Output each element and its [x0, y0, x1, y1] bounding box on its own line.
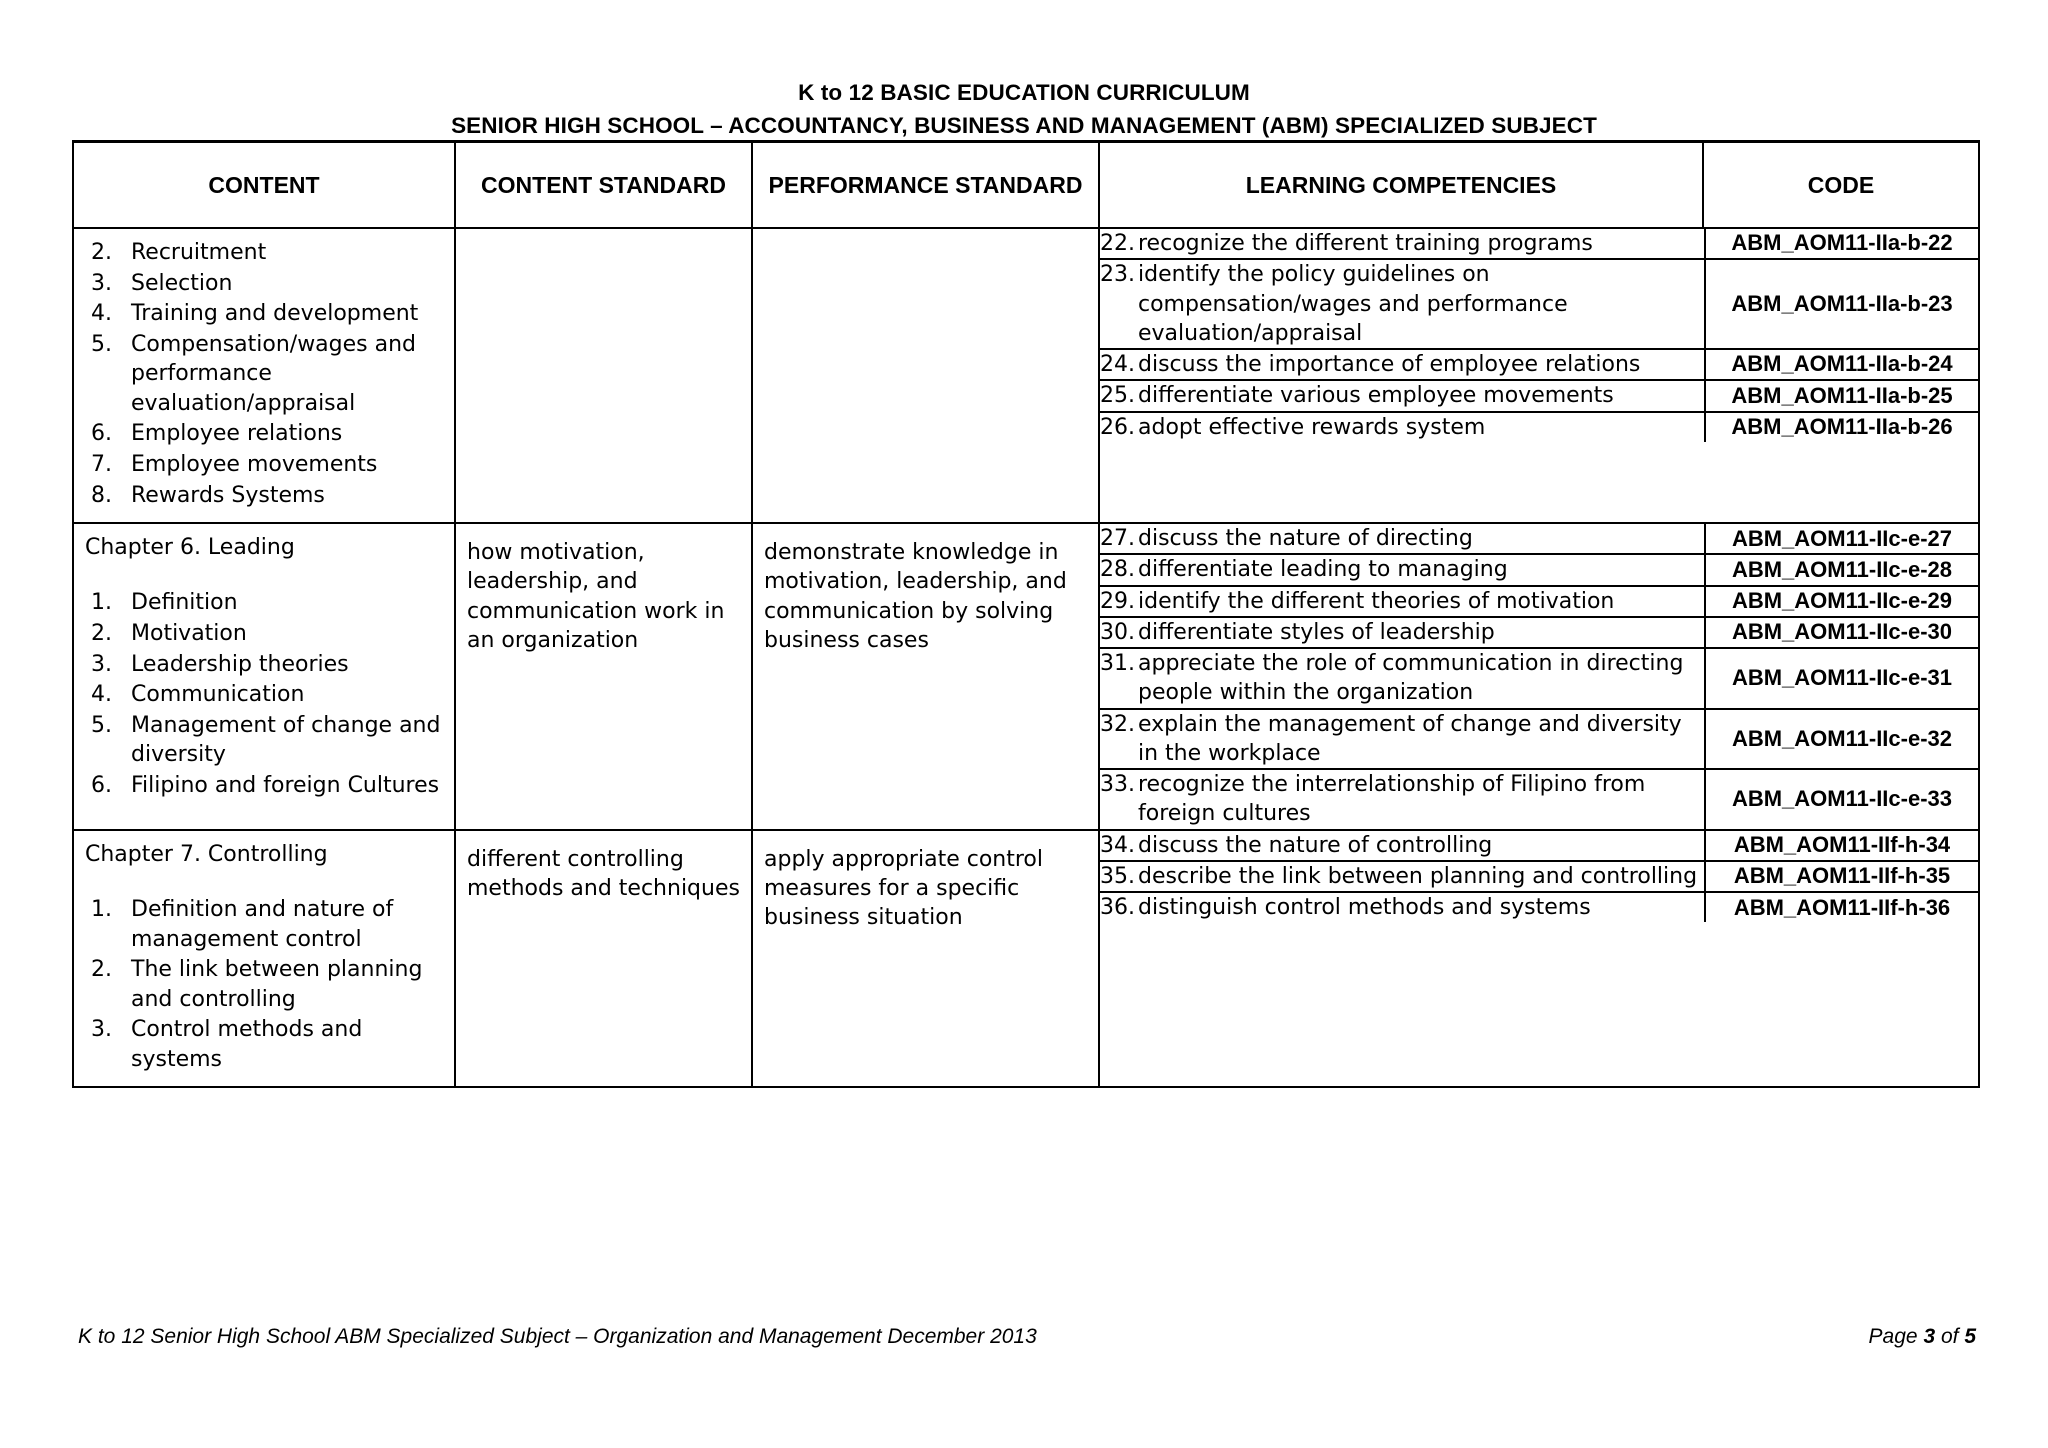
footer-page-middle: of: [1935, 1325, 1965, 1348]
list-item-number: 3.: [91, 1017, 112, 1043]
list-item-label: Employee movements: [131, 452, 378, 478]
footer-subject-label: K to 12 Senior High School ABM Specialized Subject – Organization and Management December 2013: [78, 1325, 1037, 1348]
list-item-number: 5.: [91, 712, 112, 738]
footer-page-number: 3: [1923, 1325, 1936, 1348]
competency-code-cell: ABM_AOM11-IIa-b-23: [1705, 259, 1978, 349]
competency-number: 31.: [1100, 651, 1135, 677]
competency-code-cell: ABM_AOM11-IIc-e-28: [1705, 554, 1978, 585]
content-cell: [73, 830, 455, 1088]
list-item-label: Definition and nature of management control: [131, 896, 394, 952]
competency-row: [1100, 892, 1978, 922]
competency-text: explain the management of change and diversity in the workplace: [1138, 711, 1682, 766]
learning-competency-cell: [1100, 524, 1705, 554]
competency-number: 24.: [1100, 352, 1135, 377]
learning-competency-cell: [1100, 586, 1705, 617]
competency-row: [1100, 259, 1978, 349]
performance-standard-cell: [752, 523, 1099, 830]
competency-text: recognize the different training programs: [1138, 231, 1593, 256]
table-row: [73, 830, 1979, 1088]
competency-row: [1100, 617, 1978, 648]
footer-page-indicator: [1869, 1325, 1976, 1349]
list-item-label: Definition: [131, 590, 238, 616]
competency-number: 34.: [1100, 832, 1135, 858]
content-topic-list: [85, 895, 443, 1074]
competency-row: [1100, 229, 1978, 259]
competency-code-group: [1099, 830, 1979, 1088]
competency-text: differentiate various employee movements: [1138, 383, 1614, 409]
learning-competency-cell: [1100, 892, 1705, 922]
list-item: [85, 238, 443, 268]
list-item-number: 6.: [91, 421, 112, 447]
competency-number: 22.: [1100, 231, 1135, 256]
curriculum-title-line1: K to 12 BASIC EDUCATION CURRICULUM: [798, 80, 1250, 105]
competency-row: [1100, 349, 1978, 380]
competency-row: [1100, 524, 1978, 554]
list-item-label: Selection: [131, 270, 233, 296]
curriculum-title-line2: SENIOR HIGH SCHOOL – ACCOUNTANCY, BUSINESS AND MANAGEMENT (ABM) SPECIALIZED SUBJECT: [451, 112, 1597, 138]
list-item: [85, 1015, 443, 1074]
competency-row: [1100, 586, 1978, 617]
competency-text: adopt effective rewards system: [1138, 414, 1486, 440]
competency-code-group: [1099, 228, 1979, 523]
competency-text: discuss the nature of controlling: [1138, 832, 1493, 858]
competency-text: recognize the interrelationship of Filipino from foreign cultures: [1138, 772, 1646, 827]
competency-number: 23.: [1100, 262, 1135, 288]
column-header-performance-standard: PERFORMANCE STANDARD: [752, 142, 1099, 229]
competency-row: [1100, 769, 1978, 829]
list-item-label: The link between planning and controlling: [131, 957, 423, 1012]
performance-standard-text: [753, 229, 1098, 254]
competency-code-cell: ABM_AOM11-IIa-b-24: [1705, 349, 1978, 380]
list-item-label: Management of change and diversity: [131, 712, 441, 768]
performance-standard-cell: [752, 228, 1099, 523]
list-item-number: 4.: [91, 301, 112, 327]
content-standard-text: [456, 229, 751, 254]
content-standard-cell: [455, 228, 752, 523]
list-item: [85, 330, 443, 419]
column-header-content-standard: CONTENT STANDARD: [455, 142, 752, 229]
competency-code-group: [1099, 523, 1979, 830]
competency-code-cell: ABM_AOM11-IIc-e-29: [1705, 586, 1978, 617]
competency-code-cell: ABM_AOM11-IIc-e-31: [1705, 648, 1978, 709]
column-header-learning-competencies: LEARNING COMPETENCIES: [1099, 142, 1703, 229]
content-standard-text: how motivation, leadership, and communication work in an organization: [467, 540, 725, 653]
competency-code-cell: ABM_AOM11-IIa-b-25: [1705, 380, 1978, 411]
list-item: [85, 619, 443, 649]
list-item-label: Leadership theories: [131, 651, 349, 677]
list-item-label: Communication: [131, 682, 305, 708]
performance-standard-text: demonstrate knowledge in motivation, leadership, and communication by solving business cases: [764, 540, 1067, 653]
content-standard-text: different controlling methods and techniques: [467, 846, 740, 901]
competency-row: [1100, 648, 1978, 709]
competency-row: [1100, 412, 1978, 442]
list-item-label: Motivation: [131, 621, 247, 647]
competency-row: [1100, 709, 1978, 770]
list-item: [85, 771, 443, 801]
competency-text: appreciate the role of communication in directing people within the organization: [1138, 651, 1684, 706]
competency-code-cell: ABM_AOM11-IIc-e-27: [1705, 524, 1978, 554]
competency-number: 25.: [1100, 383, 1135, 409]
list-item: [85, 680, 443, 710]
learning-competency-cell: [1100, 769, 1705, 829]
competency-code-cell: ABM_AOM11-IIf-h-34: [1705, 831, 1978, 861]
competency-code-cell: ABM_AOM11-IIa-b-26: [1731, 413, 1953, 439]
competency-text: discuss the nature of directing: [1138, 526, 1473, 552]
list-item-number: 2.: [91, 240, 112, 265]
list-item-number: 7.: [91, 452, 112, 478]
document-header: [0, 0, 2048, 140]
competency-row: [1100, 831, 1978, 861]
competency-code-cell: ABM_AOM11-IIc-e-32: [1705, 709, 1978, 770]
list-item-label: Recruitment: [131, 240, 267, 265]
list-item: [85, 269, 443, 299]
competency-text: differentiate styles of leadership: [1138, 619, 1495, 645]
list-item-label: Compensation/wages and performance evaluation/appraisal: [131, 331, 417, 416]
competency-number: 27.: [1100, 526, 1135, 552]
competency-number: 33.: [1100, 772, 1135, 798]
content-standard-cell: [455, 523, 752, 830]
competency-text: identify the different theories of motivation: [1138, 588, 1615, 614]
column-header-content: CONTENT: [73, 142, 455, 229]
learning-competency-cell: [1100, 349, 1705, 380]
competency-table: [1100, 524, 1978, 829]
performance-standard-text: apply appropriate control measures for a specific business situation: [764, 846, 1043, 931]
competency-number: 29.: [1100, 588, 1135, 614]
competency-text: discuss the importance of employee relations: [1138, 352, 1641, 377]
list-item-label: Filipino and foreign Cultures: [131, 772, 440, 798]
list-item-number: 8.: [91, 482, 112, 508]
list-item-label: Control methods and systems: [131, 1017, 363, 1072]
list-item-number: 4.: [91, 682, 112, 708]
table-header-row: [73, 142, 1979, 229]
learning-competency-cell: [1100, 412, 1705, 442]
list-item-number: 6.: [91, 772, 112, 798]
competency-row: [1100, 861, 1978, 892]
list-item-number: 3.: [91, 651, 112, 677]
content-topic-list: [85, 588, 443, 800]
list-item: [85, 481, 443, 511]
footer-page-prefix: Page: [1868, 1325, 1924, 1348]
footer-page-total: 5: [1964, 1325, 1976, 1348]
document-footer: [78, 1325, 1976, 1349]
competency-table: [1100, 229, 1978, 442]
list-item: [85, 299, 443, 329]
list-item-number: 1.: [91, 896, 112, 922]
learning-competency-cell: [1100, 380, 1705, 411]
list-item-number: 5.: [91, 331, 112, 357]
learning-competency-cell: [1100, 554, 1705, 585]
competency-row: [1100, 554, 1978, 585]
learning-competency-cell: [1100, 861, 1705, 892]
competency-code-cell: ABM_AOM11-IIa-b-22: [1705, 229, 1978, 259]
content-standard-cell: [455, 830, 752, 1088]
learning-competency-cell: [1100, 617, 1705, 648]
list-item-label: Rewards Systems: [131, 482, 325, 508]
competency-number: 35.: [1100, 863, 1135, 889]
column-header-code: CODE: [1703, 142, 1979, 229]
competency-code-cell: ABM_AOM11-IIf-h-36: [1733, 894, 1951, 920]
competency-text: identify the policy guidelines on compensation/wages and performance evaluation/appraisal: [1138, 262, 1568, 346]
list-item-number: 2.: [91, 621, 112, 647]
performance-standard-cell: [752, 830, 1099, 1088]
learning-competency-cell: [1100, 229, 1705, 259]
list-item: [85, 650, 443, 680]
list-item: [85, 450, 443, 480]
list-item: [85, 711, 443, 770]
competency-text: distinguish control methods and systems: [1138, 895, 1591, 921]
competency-number: 32.: [1100, 711, 1135, 737]
competency-code-cell: ABM_AOM11-IIc-e-30: [1705, 617, 1978, 648]
list-item-number: 3.: [91, 270, 112, 296]
content-cell: [73, 228, 455, 523]
competency-number: 26.: [1100, 414, 1135, 440]
list-item-label: Training and development: [131, 301, 419, 327]
chapter-title: Chapter 6. Leading: [85, 535, 295, 561]
competency-number: 36.: [1100, 895, 1135, 921]
chapter-title: Chapter 7. Controlling: [85, 841, 328, 867]
content-cell: [73, 523, 455, 830]
competency-text: describe the link between planning and controlling: [1138, 863, 1698, 889]
list-item-number: 2.: [91, 957, 112, 983]
list-item: [85, 895, 443, 954]
list-item-number: 1.: [91, 590, 112, 616]
list-item: [85, 419, 443, 449]
competency-text: differentiate leading to managing: [1138, 557, 1508, 583]
table-row: [73, 523, 1979, 830]
competency-code-cell: ABM_AOM11-IIc-e-33: [1731, 786, 1953, 812]
list-item-label: Employee relations: [131, 421, 343, 447]
list-item: [85, 588, 443, 618]
table-body: [73, 228, 1979, 1087]
learning-competency-cell: [1100, 831, 1705, 861]
learning-competency-cell: [1100, 648, 1705, 709]
list-item: [85, 955, 443, 1014]
competency-table: [1100, 831, 1978, 923]
learning-competency-cell: [1100, 259, 1705, 349]
competency-code-cell: ABM_AOM11-IIf-h-35: [1705, 861, 1978, 892]
competency-number: 30.: [1100, 619, 1135, 645]
competency-row: [1100, 380, 1978, 411]
table-row: [73, 228, 1979, 523]
content-topic-list: [85, 238, 443, 510]
learning-competency-cell: [1100, 709, 1705, 770]
competency-number: 28.: [1100, 557, 1135, 583]
curriculum-table: [72, 140, 1980, 1088]
